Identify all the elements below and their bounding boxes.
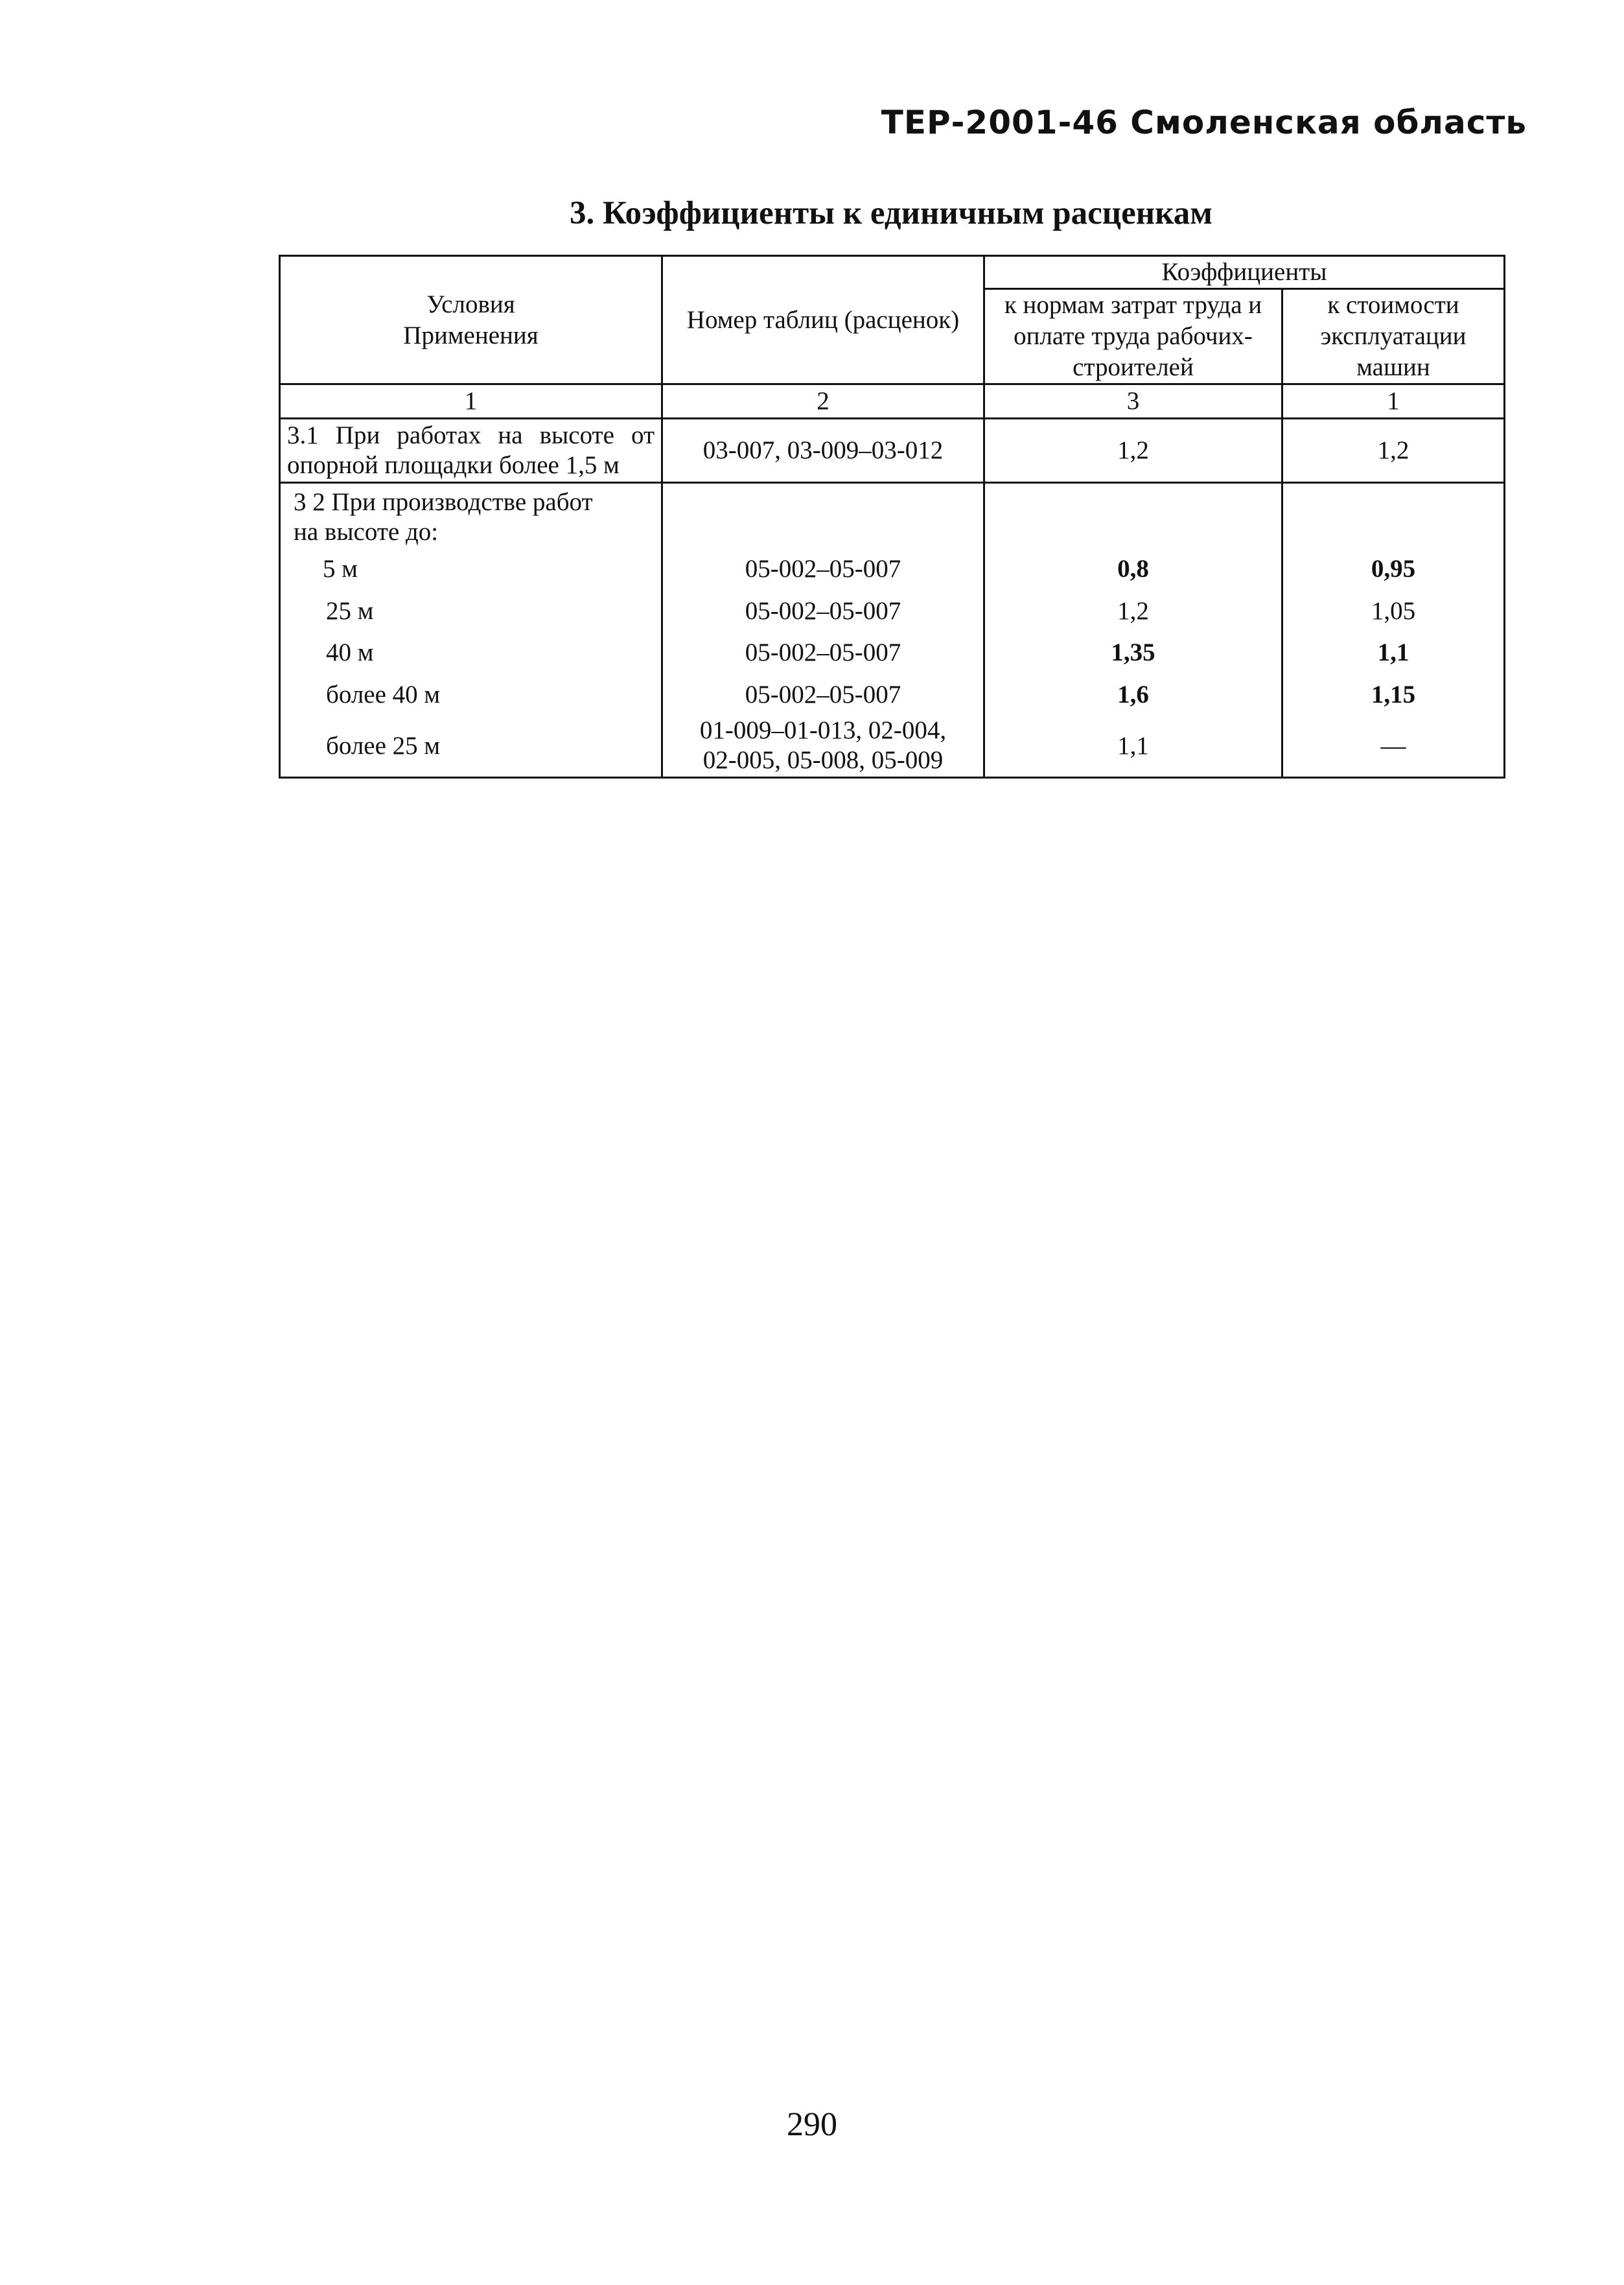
header-conditions bbox=[280, 256, 662, 384]
tables-value-line1: 01-009–01-013, 02-004, bbox=[699, 716, 947, 745]
machines-coefficient: 1,1 bbox=[1377, 639, 1409, 667]
page-number: 290 bbox=[787, 2106, 837, 2143]
section-title: 3. Коэффициенты к единичным расценкам bbox=[570, 195, 1212, 231]
tables-group-cell bbox=[662, 483, 984, 778]
labor-coefficient-cell: 1,2 bbox=[984, 419, 1282, 483]
condition-group-cell bbox=[280, 483, 662, 778]
column-number: 1 bbox=[1282, 384, 1505, 419]
header-labor-line3: строителей bbox=[1073, 353, 1194, 381]
header-labor-line1: к нормам затрат труда и bbox=[1004, 291, 1262, 319]
tables-cell: 03-007, 03-009–03-012 bbox=[662, 419, 984, 483]
machines-coefficient: 1,05 bbox=[1371, 596, 1416, 625]
labor-coefficient: 1,35 bbox=[1111, 639, 1155, 667]
labor-coefficient: 1,1 bbox=[1117, 732, 1149, 760]
height-label: более 25 м bbox=[326, 732, 441, 760]
condition-cell bbox=[280, 419, 662, 483]
coefficients-table bbox=[279, 255, 1505, 779]
tables-value: 05-002–05-007 bbox=[745, 681, 901, 709]
header-machines bbox=[1282, 289, 1505, 384]
table-row bbox=[280, 419, 1505, 483]
running-header: ТЕР-2001-46 Смоленская область bbox=[881, 104, 1527, 141]
table-row bbox=[280, 483, 1505, 778]
labor-coefficient: 1,2 bbox=[1117, 596, 1149, 625]
machines-group-cell bbox=[1282, 483, 1505, 778]
column-number: 1 bbox=[280, 384, 662, 419]
tables-value: 05-002–05-007 bbox=[745, 639, 901, 667]
height-label: 5 м bbox=[323, 554, 358, 583]
header-conditions-line2: Применения bbox=[403, 321, 539, 349]
header-machines-line1: к стоимости bbox=[1327, 291, 1459, 319]
tables-value: 05-002–05-007 bbox=[745, 596, 901, 625]
condition-line1: 3.1 При работах на высоте от bbox=[287, 421, 655, 449]
column-number: 3 bbox=[984, 384, 1282, 419]
condition-intro-line1: 3 2 При производстве работ bbox=[294, 488, 593, 516]
tables-value-multiline bbox=[669, 716, 977, 777]
header-conditions-line1: Условия bbox=[426, 290, 515, 318]
column-number: 2 bbox=[662, 384, 984, 419]
condition-intro-line2: на высоте до: bbox=[294, 518, 439, 546]
machines-coefficient-cell: 1,2 bbox=[1282, 419, 1505, 483]
header-labor-line2: оплате труда рабочих- bbox=[1014, 322, 1253, 350]
machines-coefficient: 1,15 bbox=[1371, 681, 1416, 709]
header-machines-line2: эксплуатации bbox=[1320, 322, 1467, 350]
labor-coefficient: 0,8 bbox=[1117, 554, 1149, 583]
header-tables: Номер таблиц (расценок) bbox=[662, 256, 984, 384]
header-coefficients: Коэффициенты bbox=[984, 256, 1505, 289]
condition-intro bbox=[287, 484, 655, 548]
labor-group-cell bbox=[984, 483, 1282, 778]
condition-line2: опорной площадки более 1,5 м bbox=[287, 451, 620, 479]
height-label: 25 м bbox=[326, 596, 374, 625]
header-labor bbox=[984, 289, 1282, 384]
height-label: более 40 м bbox=[326, 681, 441, 709]
tables-value-line2: 02-005, 05-008, 05-009 bbox=[702, 746, 944, 775]
header-machines-line3: машин bbox=[1356, 353, 1430, 381]
column-numbering-row bbox=[280, 384, 1505, 419]
machines-coefficient: 0,95 bbox=[1371, 554, 1416, 583]
labor-coefficient: 1,6 bbox=[1117, 681, 1149, 709]
table-header-row bbox=[280, 256, 1505, 289]
height-label: 40 м bbox=[326, 639, 374, 667]
tables-value: 05-002–05-007 bbox=[745, 554, 901, 583]
machines-coefficient: — bbox=[1380, 732, 1406, 760]
